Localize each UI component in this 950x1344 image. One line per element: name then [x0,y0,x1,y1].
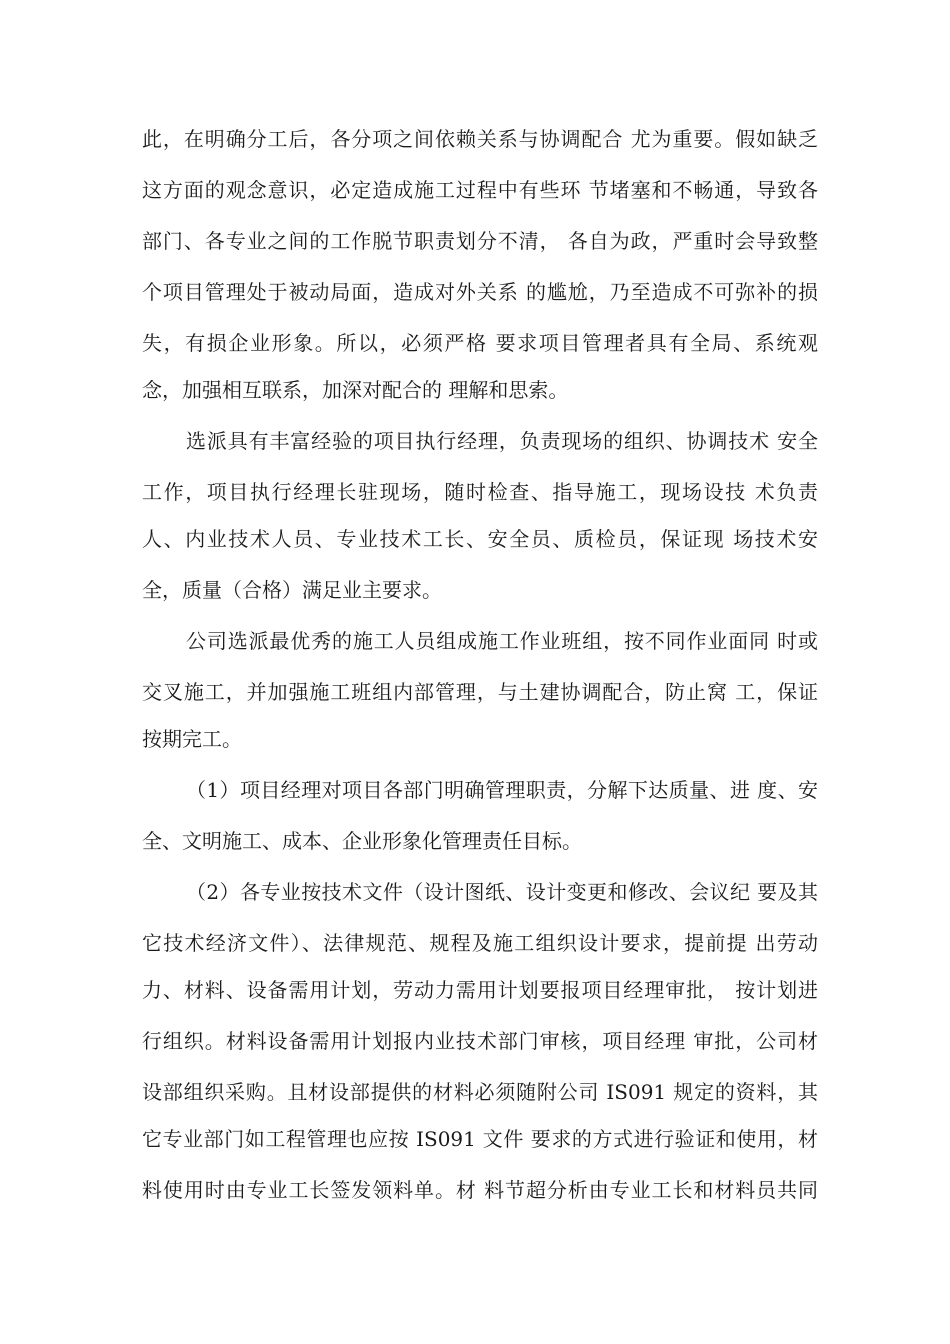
text-line: 行组织。材料设备需用计划报内业技术部门审核，项目经理 审批，公司材 [142,1029,818,1053]
text-line: 个项目管理处于被动局面，造成对外关系 的尴尬，乃至造成不可弥补的损 [142,280,818,304]
text-line: 全，质量（合格）满足业主要求。 [142,578,442,602]
text-line: 料使用时由专业工长签发领料单。材 料节超分析由专业工长和材料员共同 [142,1178,818,1202]
text-line: 按期完工。 [142,727,242,751]
text-line: 力、材料、设备需用计划，劳动力需用计划要报项目经理审批， 按计划进 [142,978,818,1002]
text-line: 此，在明确分工后，各分项之间依赖关系与协调配合 尤为重要。假如缺乏 [142,127,818,151]
text-line: 这方面的观念意识，必定造成施工过程中有些环 节堵塞和不畅通，导致各 [142,178,818,202]
text-line: 它专业部门如工程管理也应按 IS091 文件 要求的方式进行验证和使用，材 [142,1127,818,1151]
text-line: 交叉施工，并加强施工班组内部管理，与土建协调配合，防止窝 工，保证 [142,680,818,704]
paragraph-first-line: 公司选派最优秀的施工人员组成施工作业班组，按不同作业面同 时或 [186,629,818,653]
paragraph-first-line: 选派具有丰富经验的项目执行经理，负责现场的组织、协调技术 安全 [186,429,818,453]
text-line: 设部组织采购。且材设部提供的材料必须随附公司 IS091 规定的资料，其 [142,1080,818,1104]
text-line: 部门、各专业之间的工作脱节职责划分不清， 各自为政，严重时会导致整 [142,229,818,253]
paragraph-first-line: （1）项目经理对项目各部门明确管理职责，分解下达质量、进 度、安 [186,778,818,802]
text-line: 念，加强相互联系，加深对配合的 理解和思索。 [142,378,569,402]
paragraph-first-line: （2）各专业按技术文件（设计图纸、设计变更和修改、会议纪 要及其 [186,880,818,904]
text-line: 失，有损企业形象。所以，必须严格 要求项目管理者具有全局、系统观 [142,331,818,355]
text-line: 全、文明施工、成本、企业形象化管理责任目标。 [142,829,582,853]
text-line: 工作，项目执行经理长驻现场，随时检查、指导施工，现场设技 术负责 [142,480,818,504]
text-line: 它技术经济文件）、法律规范、规程及施工组织设计要求，提前提 出劳动 [142,931,818,955]
text-line: 人、内业技术人员、专业技术工长、安全员、质检员，保证现 场技术安 [142,527,818,551]
